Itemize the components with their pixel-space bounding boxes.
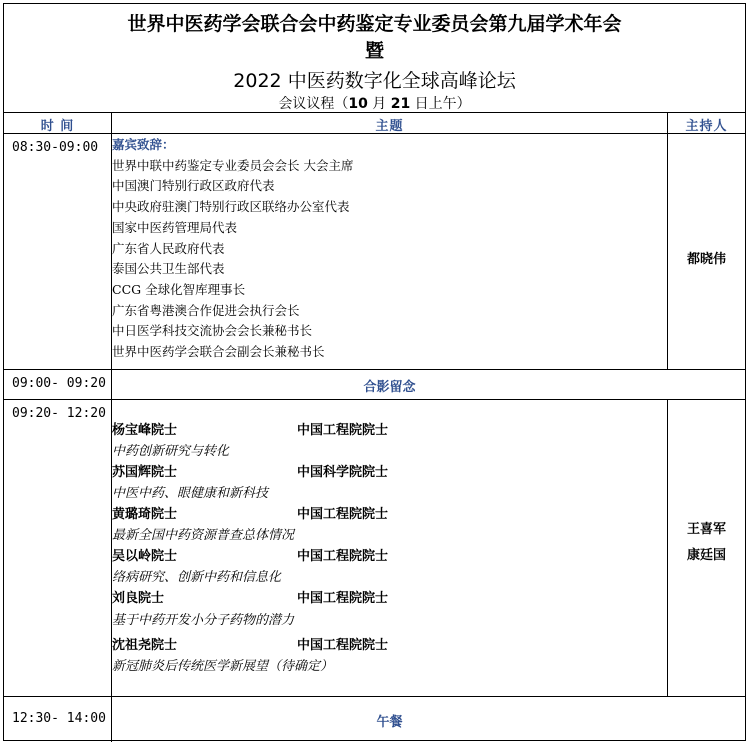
host-talks-2: 康廷国: [686, 548, 726, 563]
col-header-time: 时 间: [40, 119, 75, 134]
list-item: 中央政府驻澳门特别行政区联络办公室代表: [112, 199, 350, 215]
speaker-name: 吴以岭院士: [112, 549, 178, 564]
speaker-institution: 中国工程院院士: [297, 423, 389, 438]
speaker-row: [112, 461, 388, 480]
row-time-photo: 09:00- 09:20: [12, 376, 106, 391]
talk-title: 基于中药开发小分子药物的潜力: [112, 613, 295, 628]
subtitle-month: 10: [348, 96, 368, 112]
col-header-topic: 主题: [375, 119, 404, 134]
speaker-institution: 中国工程院院士: [297, 507, 389, 522]
agenda-table: [3, 3, 746, 741]
list-item: 国家中医药管理局代表: [112, 219, 238, 235]
agenda-subtitle: [4, 93, 745, 113]
row-time-welcome: 08:30-09:00: [12, 140, 99, 155]
list-item: 世界中医药学会联合会副会长兼秘书长: [112, 344, 325, 360]
speaker-row: [112, 503, 388, 522]
subtitle-prefix: 会议议程（: [278, 96, 349, 112]
speaker-name: 刘良院士: [112, 591, 165, 606]
welcome-topic-list: [112, 135, 353, 363]
host-talks-1: 王喜军: [686, 522, 726, 537]
speaker-row: [112, 634, 388, 653]
list-item: 泰国公共卫生部代表: [112, 261, 225, 277]
speaker-row: [112, 545, 388, 564]
rule-row-1: [4, 369, 745, 370]
host-welcome: 都晓伟: [686, 252, 726, 267]
list-item: 广东省粤港澳合作促进会执行会长: [112, 302, 300, 318]
talk-title: 中医中药、眼健康和新科技: [112, 486, 269, 501]
list-item: CCG 全球化智库理事长: [112, 281, 246, 297]
list-item: 中日医学科技交流协会会长兼秘书长: [112, 323, 313, 339]
list-item: 世界中联中药鉴定专业委员会会长 大会主席: [112, 157, 354, 173]
title-line-3: 2022 中医药数字化全球高峰论坛: [233, 70, 516, 92]
speaker-row: [112, 419, 388, 438]
talk-title: 络病研究、创新中药和信息化: [112, 570, 282, 585]
title-line-1: 世界中医药学会联合会中药鉴定专业委员会第九届学术年会: [127, 13, 622, 35]
speaker-name: 黄璐琦院士: [112, 507, 178, 522]
subtitle-mid: 月: [367, 96, 391, 112]
list-item: 广东省人民政府代表: [112, 240, 225, 256]
speaker-name: 沈祖尧院士: [112, 638, 178, 653]
talk-title: 新冠肺炎后传统医学新展望（待确定）: [112, 659, 334, 674]
subtitle-suffix: 日上午）: [410, 96, 471, 112]
row-time-lunch: 12:30- 14:00: [12, 711, 106, 726]
speaker-name: 苏国辉院士: [112, 465, 178, 480]
rule-col-2a: [667, 112, 668, 369]
speaker-institution: 中国工程院院士: [297, 591, 389, 606]
photo-session-title: 合影留念: [363, 380, 416, 395]
lunch-title: 午餐: [376, 715, 403, 730]
rule-header-top: [4, 112, 745, 113]
welcome-lead: 嘉宾致辞：: [112, 137, 175, 152]
col-header-host: 主持人: [685, 119, 728, 134]
rule-row-3: [4, 696, 745, 697]
rule-row-2: [4, 399, 745, 400]
subtitle-day: 21: [390, 96, 411, 112]
speaker-row: [112, 587, 388, 606]
title-line-2: 暨: [364, 40, 384, 62]
speaker-institution: 中国工程院院士: [297, 549, 389, 564]
speaker-institution: 中国工程院院士: [297, 638, 389, 653]
speaker-institution: 中国科学院院士: [297, 465, 389, 480]
speaker-name: 杨宝峰院士: [112, 423, 178, 438]
talk-title: 中药创新研究与转化: [112, 444, 230, 459]
list-item: 中国澳门特别行政区政府代表: [112, 178, 275, 194]
row-time-talks: 09:20- 12:20: [12, 406, 106, 421]
talk-title: 最新全国中药资源普查总体情况: [112, 528, 295, 543]
